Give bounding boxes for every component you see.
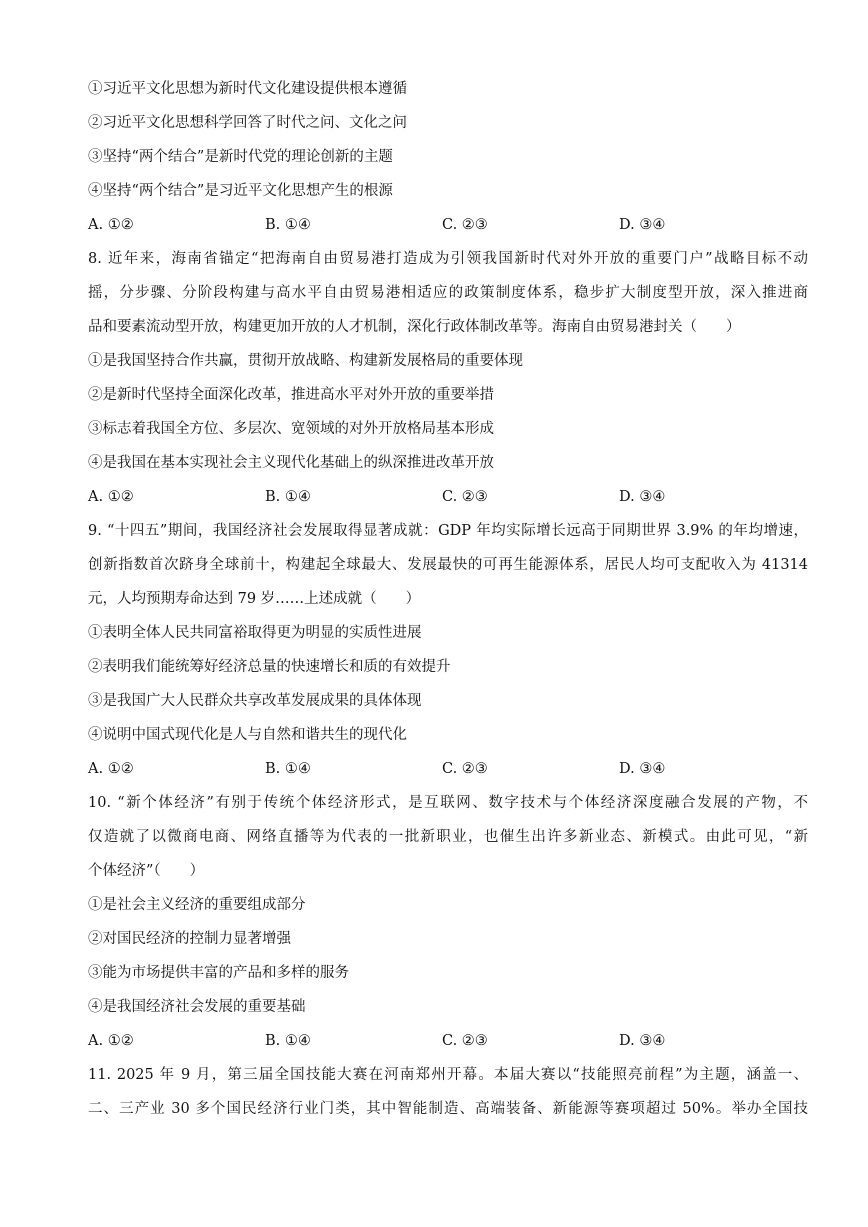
answer-options bbox=[88, 480, 808, 514]
question-stem-line: 品和要素流动型开放，构建更加开放的人才机制，深化行政体制改革等。海南自由贸易港封关（ ） bbox=[88, 319, 741, 335]
question-stem-line: 仅造就了以微商电商、网络直播等为代表的一批新职业，也催生出许多新业态、新模式。由此可见，“新 bbox=[88, 829, 808, 845]
answer-options bbox=[88, 1024, 808, 1058]
question-stem-line: 11. 2025 年 9 月，第三届全国技能大赛在河南郑州开幕。本届大赛以“技能照亮前程”为主题，涵盖一、 bbox=[88, 1067, 808, 1083]
question-stem-line: 二、三产业 30 多个国民经济行业门类，其中智能制造、高端装备、新能源等赛项超过 50%。举办全国技 bbox=[88, 1101, 808, 1117]
option-a: A. ①② bbox=[88, 489, 134, 505]
question-10 bbox=[88, 786, 808, 1058]
question-stem-line: 10. “新个体经济”有别于传统个体经济形式，是互联网、数字技术与个体经济深度融合发展的产物，不 bbox=[88, 795, 808, 811]
option-d: D. ③④ bbox=[619, 489, 666, 505]
statement: ①习近平文化思想为新时代文化建设提供根本遵循 bbox=[88, 81, 407, 97]
option-b: B. ①④ bbox=[265, 761, 311, 777]
statement: ①是社会主义经济的重要组成部分 bbox=[88, 897, 306, 913]
answer-options bbox=[88, 208, 808, 242]
option-b: B. ①④ bbox=[265, 489, 311, 505]
option-c: C. ②③ bbox=[442, 761, 488, 777]
question-stem-line: 元，人均预期寿命达到 79 岁……上述成就（ ） bbox=[88, 591, 421, 607]
option-b: B. ①④ bbox=[265, 1033, 311, 1049]
question-11 bbox=[88, 1058, 808, 1126]
question-7 bbox=[88, 72, 808, 242]
option-c: C. ②③ bbox=[442, 217, 488, 233]
question-stem-line: 个体经济”（ ） bbox=[88, 863, 205, 879]
option-c: C. ②③ bbox=[442, 489, 488, 505]
option-a: A. ①② bbox=[88, 217, 134, 233]
option-d: D. ③④ bbox=[619, 1033, 666, 1049]
question-8 bbox=[88, 242, 808, 514]
question-stem-line: 8. 近年来，海南省锚定“把海南自由贸易港打造成为引领我国新时代对外开放的重要门户”战略目标不动 bbox=[88, 251, 808, 267]
statement: ②对国民经济的控制力显著增强 bbox=[88, 931, 291, 947]
statement: ③坚持“两个结合”是新时代党的理论创新的主题 bbox=[88, 149, 393, 165]
statement: ②是新时代坚持全面深化改革，推进高水平对外开放的重要举措 bbox=[88, 387, 494, 403]
statement: ①表明全体人民共同富裕取得更为明显的实质性进展 bbox=[88, 625, 422, 641]
question-9 bbox=[88, 514, 808, 786]
answer-options bbox=[88, 752, 808, 786]
option-d: D. ③④ bbox=[619, 217, 666, 233]
statement: ①是我国坚持合作共赢，贯彻开放战略、构建新发展格局的重要体现 bbox=[88, 353, 523, 369]
question-stem-line: 摇，分步骤、分阶段构建与高水平自由贸易港相适应的政策制度体系，稳步扩大制度型开放，深入推进商 bbox=[88, 285, 808, 301]
question-stem-line: 创新指数首次跻身全球前十，构建起全球最大、发展最快的可再生能源体系，居民人均可支配收入为 41314 bbox=[88, 557, 808, 573]
statement: ③是我国广大人民群众共享改革发展成果的具体体现 bbox=[88, 693, 422, 709]
question-stem-line: 9. “十四五”期间，我国经济社会发展取得显著成就：GDP 年均实际增长远高于同期世界 3.9% 的年均增速， bbox=[88, 523, 808, 539]
option-d: D. ③④ bbox=[619, 761, 666, 777]
statement: ②习近平文化思想科学回答了时代之问、文化之问 bbox=[88, 115, 407, 131]
statement: ④是我国经济社会发展的重要基础 bbox=[88, 999, 306, 1015]
statement: ④是我国在基本实现社会主义现代化基础上的纵深推进改革开放 bbox=[88, 455, 494, 471]
option-c: C. ②③ bbox=[442, 1033, 488, 1049]
option-a: A. ①② bbox=[88, 1033, 134, 1049]
option-b: B. ①④ bbox=[265, 217, 311, 233]
option-a: A. ①② bbox=[88, 761, 134, 777]
statement: ③能为市场提供丰富的产品和多样的服务 bbox=[88, 965, 349, 981]
statement: ④说明中国式现代化是人与自然和谐共生的现代化 bbox=[88, 727, 407, 743]
statement: ③标志着我国全方位、多层次、宽领域的对外开放格局基本形成 bbox=[88, 421, 494, 437]
statement: ④坚持“两个结合”是习近平文化思想产生的根源 bbox=[88, 183, 393, 199]
statement: ②表明我们能统筹好经济总量的快速增长和质的有效提升 bbox=[88, 659, 451, 675]
